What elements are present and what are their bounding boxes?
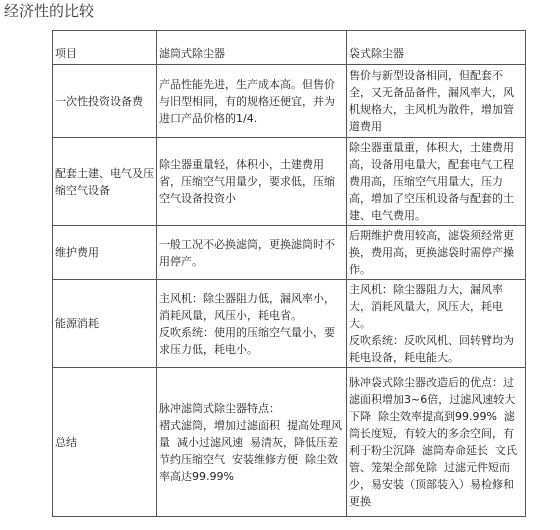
row-bag xyxy=(347,368,526,517)
table-row xyxy=(53,280,526,368)
cell-text: 反吹系统：使用的压缩空气量小，要求压力低，耗电小。 xyxy=(159,325,335,356)
row-bag xyxy=(347,65,526,138)
row-bag xyxy=(347,138,526,226)
cell-text: 反吹系统：反吹风机、回转臂均为耗电设备，耗电能大。 xyxy=(349,334,514,364)
row-item: 维护费用 xyxy=(53,226,157,280)
cell-text: 除尘器重量轻，体积小，土建费用省，压缩空气用量少，要求低，压缩空气设备投资小 xyxy=(159,158,335,205)
header-item: 项目 xyxy=(53,31,157,65)
cell-text: 一般工况不必换滤筒，更换滤筒时不用停产。 xyxy=(159,237,335,268)
cell-text: 主风机：除尘器阻力大，漏风率大，消耗风量大，风压大，耗电大。 xyxy=(349,283,503,330)
comparison-table xyxy=(52,30,526,517)
header-bag: 袋式除尘器 xyxy=(347,31,526,65)
row-filter-cartridge xyxy=(157,226,347,280)
table-row xyxy=(53,226,526,280)
table-row xyxy=(53,65,526,138)
row-bag xyxy=(347,226,526,280)
table-header-row xyxy=(53,31,526,65)
row-item: 配套土建、电气及压缩空气设备 xyxy=(53,138,157,226)
cell-text: 售价与新型设备相同，但配套不全，又无备品备件，漏风率大，风机规格大，主风机为散件，增加管道费用 xyxy=(349,69,514,133)
table-row xyxy=(53,138,526,226)
cell-text: 主风机：除尘器阻力低，漏风率小，消耗风量，风压小，耗电省。 xyxy=(159,291,335,322)
row-item: 能源消耗 xyxy=(53,280,157,368)
cell-text: 后期维护费用较高，滤袋须经常更换，费用高，更换滤袋时需停产操作。 xyxy=(349,229,514,276)
row-filter-cartridge xyxy=(157,138,347,226)
row-item: 总结 xyxy=(53,368,157,517)
cell-text: 脉冲袋式除尘器改造后的优点：过滤面积增加3~6倍，过滤风速较大下降 除尘效率提高到99.99% 滤筒长度短，有较大的多余空间，有利于粉尘沉降 滤筒寿命延长 文氏管、笼架全部免除 过滤元件短而少，易安装（顶部装入）易检修和更换 xyxy=(349,376,517,508)
page-title: 经济性的比较 xyxy=(4,2,95,20)
cell-text: 产品性能先进，生产成本高。但售价与旧型相同，有的规格还便宜，并为进口产品价格的1/4. xyxy=(159,77,335,125)
header-filter-cartridge: 滤筒式除尘器 xyxy=(157,31,347,65)
table-row xyxy=(53,368,526,517)
row-item: 一次性投资设备费 xyxy=(53,65,157,138)
cell-text: 褶式滤筒，增加过滤面积 提高处理风量 减小过滤风速 易清灰，降低压差 节约压缩空气 安装维修方便 除尘效率高达99.99% xyxy=(159,418,345,483)
row-filter-cartridge xyxy=(157,280,347,368)
row-filter-cartridge xyxy=(157,368,347,517)
cell-text: 除尘器重量重，体积大，土建费用高，设备用电量大，配套电气工程费用高，压缩空气用量大，压力高，增加了空压机设备与配套的土建、电气费用。 xyxy=(349,141,514,222)
row-bag xyxy=(347,280,526,368)
cell-text: 脉冲滤筒式除尘器特点： xyxy=(159,401,280,415)
row-filter-cartridge xyxy=(157,65,347,138)
